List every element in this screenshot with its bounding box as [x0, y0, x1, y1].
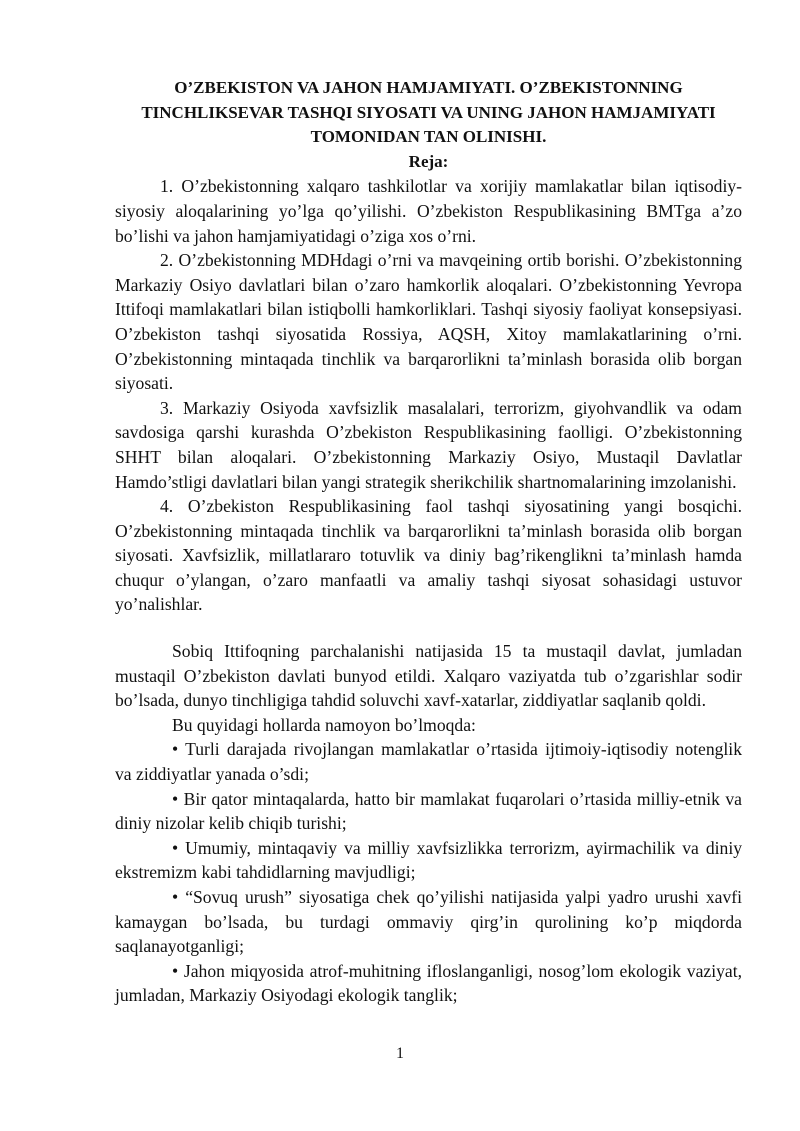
- plan-item-2: 2. O’zbekistonning MDHdagi o’rni va mavqeining ortib borishi. O’zbekistonning Markaziy Osiyo davlatlari bilan o’zaro hamkorlik aloqalari. O’zbekistonning Yevropa Ittifoqi mamlakatlari bilan istiqbolli hamkorliklari. Tashqi siyosiy faoliyat konsepsiyasi. O’zbekiston tashqi siyosatida Rossiya, AQSH, Xitoy mamlakatlarining o’rni. O’zbekistonning mintaqada tinchlik va barqarorlikni ta’minlash borasida olib borgan siyosati.: [115, 250, 742, 394]
- bullet-item-4: • “Sovuq urush” siyosatiga chek qo’yilishi natijasida yalpi yadro urushi xavfi kamaygan bo’lsada, bu turdagi ommaviy qirg’in qurolining ko’p miqdorda saqlanayotganligi;: [115, 887, 742, 957]
- section-gap: [115, 617, 742, 639]
- bullet-item-2: • Bir qator mintaqalarda, hatto bir mamlakat fuqarolari o’rtasida milliy-etnik va diniy nizolar kelib chiqib turishi;: [115, 788, 742, 834]
- plan-item-3: 3. Markaziy Osiyoda xavfsizlik masalalari, terrorizm, giyohvandlik va odam savdosiga qarshi kurashda O’zbekiston Respublikasining faolligi. O’zbekistonning SHHT bilan aloqalari. O’zbekistonning Markaziy Osiyo, Mustaqil Davlatlar Hamdo’stligi davlatlari bilan yangi strategik sherikchilik shartnomalarining imzolanishi.: [115, 397, 742, 492]
- document-page: [115, 76, 742, 1008]
- bullet-item-3: • Umumiy, mintaqaviy va milliy xavfsizlikka terrorizm, ayirmachilik va diniy ekstremizm kabi tahdidlarning mavjudligi;: [115, 837, 742, 883]
- bullet-item-5: • Jahon miqyosida atrof-muhitning ifloslanganligi, nosog’lom ekologik vaziyat, jumladan, Markaziy Osiyodagi ekologik tanglik;: [115, 960, 742, 1006]
- bullet-item-1: • Turli darajada rivojlangan mamlakatlar o’rtasida ijtimoiy-iqtisodiy notenglik va ziddiyatlar yanada o’sdi;: [115, 739, 742, 785]
- plan-item-1: 1. O’zbekistonning xalqaro tashkilotlar va xorijiy mamlakatlar bilan iqtisodiy-siyosiy aloqalarining yo’lga qo’yilishi. O’zbekiston Respublikasining BMTga a’zo bo’lishi va jahon hamjamiyatidagi o’ziga xos o’rni.: [115, 176, 742, 246]
- plan-item-4: 4. O’zbekiston Respublikasining faol tashqi siyosatining yangi bosqichi. O’zbekistonning mintaqada tinchlik va barqarorlikni ta’minlash borasida olib borgan siyosati. Xavfsizlik, millatlararo totuvlik va diniy bag’rikenglikni ta’minlash hamda chuqur o’ylangan, o’zaro manfaatli va amaliy tashqi siyosat sohasidagi ustuvor yo’nalishlar.: [115, 496, 742, 615]
- intro-paragraph: Sobiq Ittifoqning parchalanishi natijasida 15 ta mustaqil davlat, jumladan mustaqil O’zbekiston davlati bunyod etildi. Xalqaro vaziyatda tub o’zgarishlar sodir bo’lsada, dunyo tinchligiga tahdid soluvchi xavf-xatarlar, ziddiyatlar saqlanib qoldi.: [115, 641, 742, 711]
- page-number: 1: [396, 1045, 404, 1062]
- list-intro: Bu quyidagi hollarda namoyon bo’lmoqda:: [172, 714, 476, 735]
- document-title: O’ZBEKISTON VA JAHON HAMJAMIYATI. O’ZBEKISTONNING TINCHLIKSEVAR TASHQI SIYOSATI VA UNING JAHON HAMJAMIYATI TOMONIDAN TAN OLINISHI.: [141, 78, 716, 147]
- plan-heading: Reja:: [408, 151, 449, 171]
